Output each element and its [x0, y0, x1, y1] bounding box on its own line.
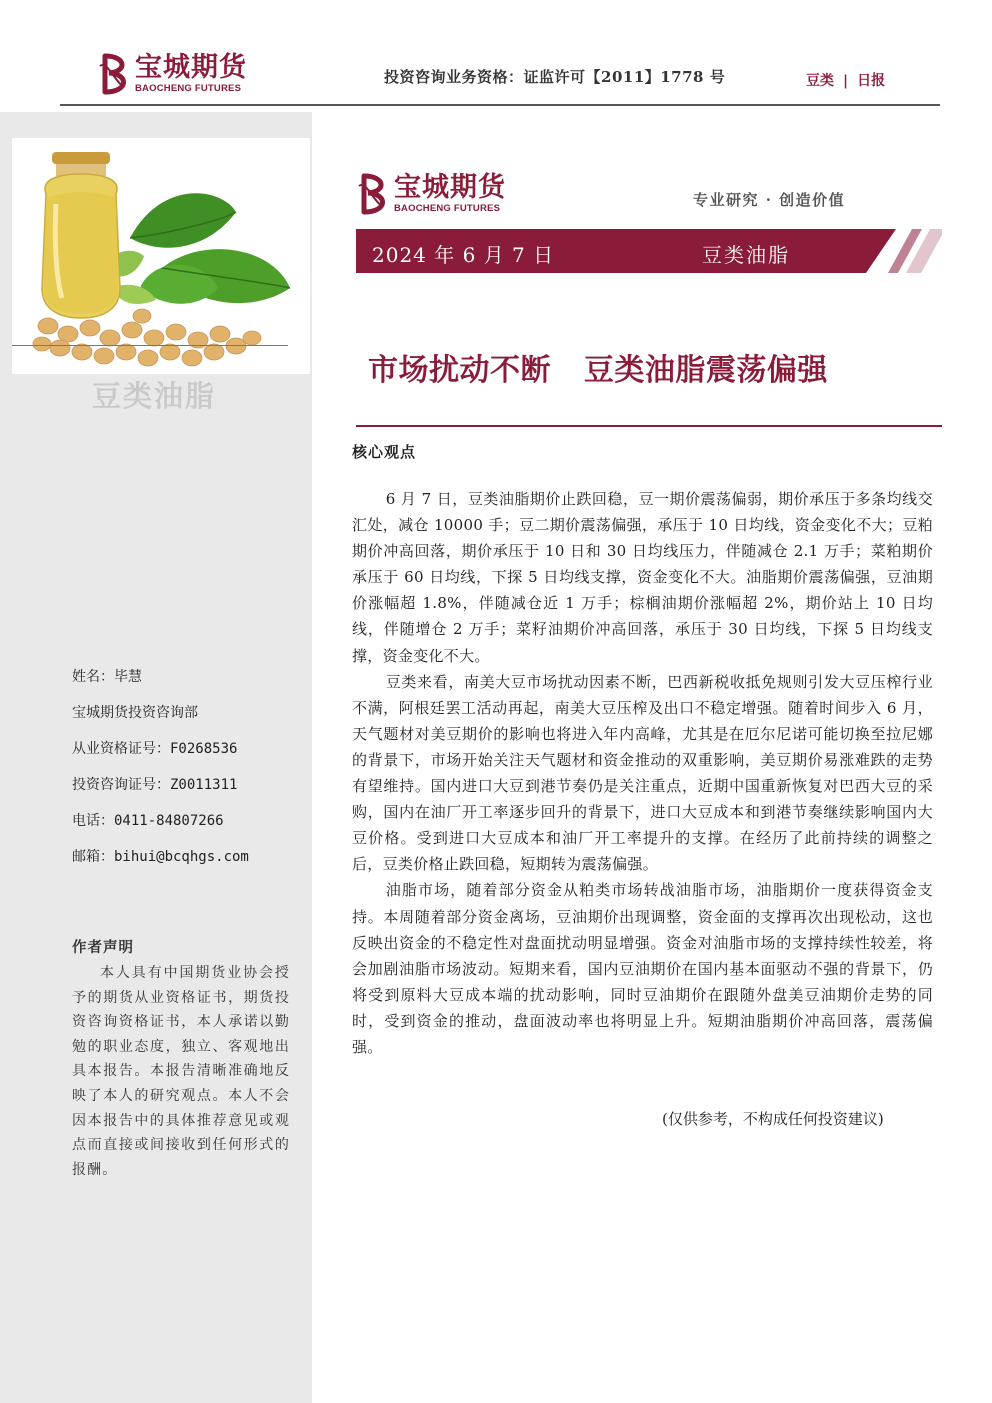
tag-separator: | [843, 73, 849, 89]
author-info [72, 667, 249, 883]
report-body [352, 486, 933, 1060]
paragraph-soybean: 豆类来看，南美大豆市场扰动因素不断，巴西新税收抵免规则引发大豆压榨行业不满，阿根廷罢工活动再起，南美大豆压榨及出口不稳定增强。随着时间步入 6 月，天气题材对美豆期价的影响也将进入年内高峰，尤其是在厄尔尼诺可能切换至拉尼娜的背景下，市场开始关注天气题材和资金推动的双重影响，美豆期价易涨难跌的走势有望维持。国内进口大豆到港节奏仍是关注重点，近期中国重新恢复对巴西大豆的采购，国内在油厂开工率逐步回升的背景下，进口大豆成本和到港节奏继续影响国内大豆价格。受到进口大豆成本和油厂开工率提升的支撑。在经历了此前持续的调整之后，豆类价格止跌回稳，短期转为震荡偏强。 [352, 672, 933, 874]
tag-category: 豆类 [806, 73, 834, 89]
logo-cn-text: 宝城期货 [135, 52, 247, 84]
core-view-heading: 核心观点 [352, 443, 417, 461]
report-category: 豆类油脂 [702, 243, 790, 267]
author-advisory-license: 投资咨询证号：Z0011311 [72, 777, 238, 793]
author-name: 姓名：毕慧 [72, 669, 142, 685]
report-logo-en: BAOCHENG FUTURES [394, 203, 501, 215]
disclaimer: (仅供参考，不构成任何投资建议) [662, 1110, 884, 1128]
report-logo-cn: 宝城期货 [394, 172, 506, 204]
report-logo [356, 172, 506, 216]
report-title: 市场扰动不断 豆类油脂震荡偏强 [368, 353, 828, 388]
author-department: 宝城期货投资咨询部 [72, 705, 198, 721]
author-phone: 电话：0411-84807266 [72, 813, 224, 829]
paragraph-oils: 油脂市场，随着部分资金从粕类市场转战油脂市场，油脂期价一度获得资金支持。本周随着部分资金离场，豆油期价出现调整，资金面的支撑再次出现松动，这也反映出资金的不稳定性对盘面扰动明显增强。资金对油脂市场的支撑持续性较差，将会加剧油脂市场波动。短期来看，国内豆油期价在国内基本面驱动不强的背景下，仍将受到原料大豆成本端的扰动影响，同时豆油期价在跟随外盘美豆油期价走势的同时，受到资金的推动，盘面波动率也将明显上升。短期油脂期价冲高回落，震荡偏强。 [352, 881, 933, 1056]
sidebar-title: 豆类油脂 [92, 379, 217, 413]
statement-body: 本人具有中国期货业协会授予的期货从业资格证书，期货投资咨询资格证书，本人承诺以勤勉的职业态度，独立、客观地出具本报告。本报告清晰准确地反映了本人的研究观点。本人不会因本报告中的具体推荐意见或观点而直接或间接收到任何形式的报酬。 [72, 965, 290, 1178]
slogan: 专业研究 · 创造价值 [693, 191, 846, 209]
baocheng-logo-icon [356, 172, 390, 216]
logo-en-text: BAOCHENG FUTURES [135, 83, 242, 95]
title-divider [356, 425, 942, 427]
statement-title: 作者声明 [72, 939, 134, 956]
license-text: 投资咨询业务资格：证监许可【2011】1778 号 [384, 68, 726, 86]
sidebar [0, 112, 312, 1403]
oil-jar-soybean-photo [12, 138, 310, 374]
photo-divider [12, 345, 288, 346]
baocheng-logo-icon [97, 52, 131, 96]
report-tags [806, 70, 885, 90]
author-email: 邮箱：bihui@bcqhgs.com [72, 849, 249, 865]
tag-frequency: 日报 [857, 73, 886, 89]
date-banner [356, 229, 942, 273]
page-header [0, 0, 992, 110]
author-qualification: 从业资格证号：F0268536 [72, 741, 238, 757]
paragraph-market-summary: 6 月 7 日，豆类油脂期价止跌回稳，豆一期价震荡偏弱，期价承压于多条均线交汇处，减仓 10000 手；豆二期价震荡偏强，承压于 10 日均线，资金变化不大；豆粕期价冲高回落，期价承压于 10 日和 30 日均线压力，伴随减仓 2.1 万手；菜粕期价承压于 60 日均线，下探 5 日均线支撑，资金变化不大。油脂期价震荡偏强，豆油期价涨幅超 1.8%，伴随减仓近 1 万手；棕榈油期价涨幅超 2%，期价站上 10 日均线，伴随增仓 2 万手；菜籽油期价冲高回落，承压于 30 日均线，下探 5 日均线支撑，资金变化不大。 [352, 490, 933, 665]
header-divider [60, 104, 940, 106]
company-logo [97, 52, 247, 96]
report-date: 2024 年 6 月 7 日 [372, 243, 555, 267]
